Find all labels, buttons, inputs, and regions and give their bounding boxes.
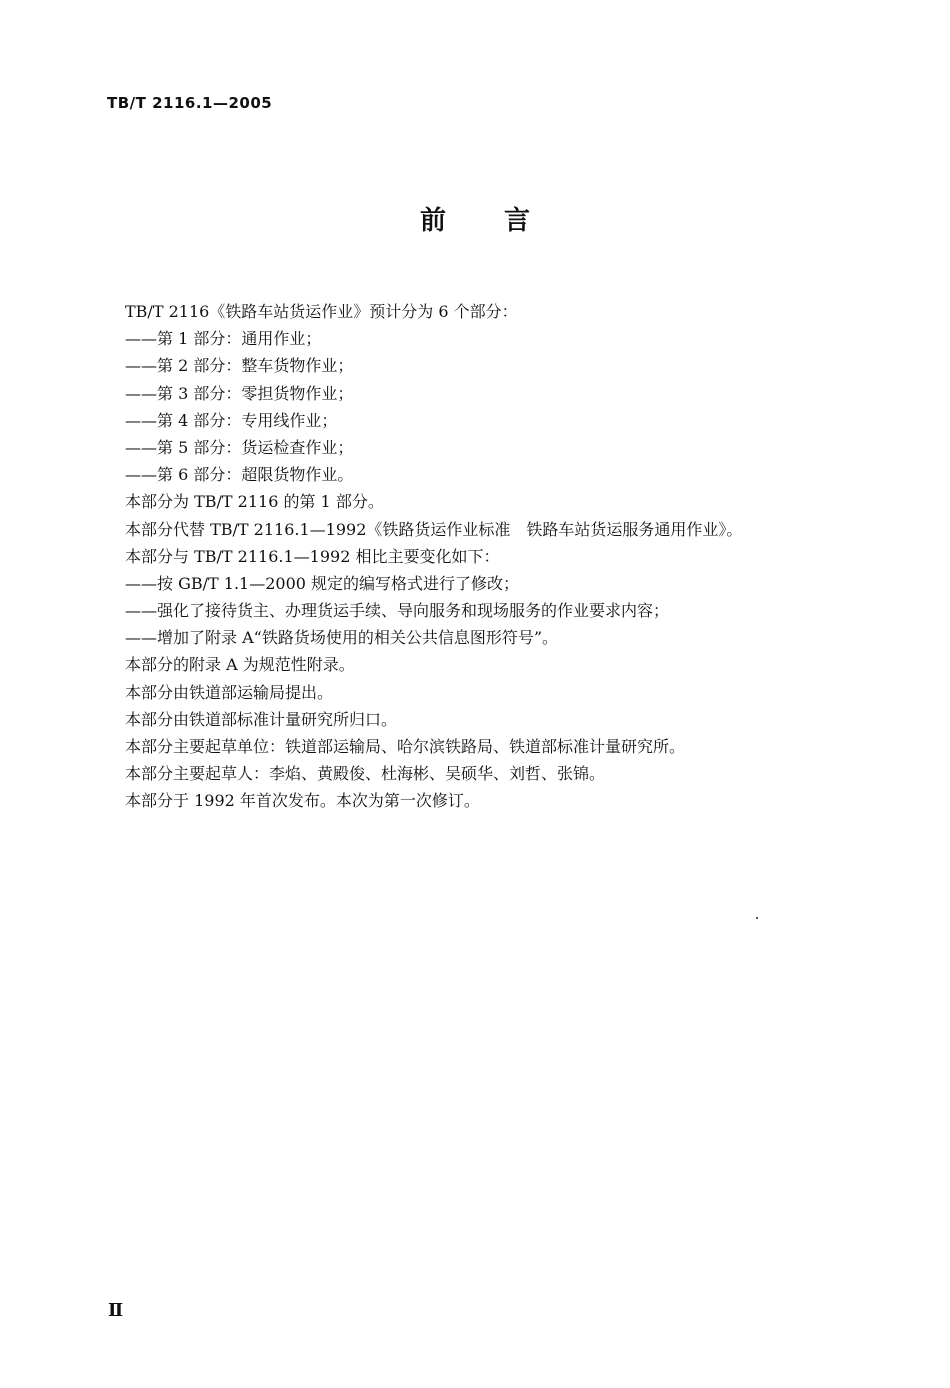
paragraph: 本部分代替 TB/T 2116.1—1992《铁路货运作业标准 铁路车站货运服务通用作业》。 xyxy=(125,519,743,539)
list-item: ——第 6 部分：超限货物作业。 xyxy=(125,465,354,485)
foreword-body xyxy=(125,298,825,815)
list-item: ——第 1 部分：通用作业； xyxy=(125,329,322,349)
list-item: ——强化了接待货主、办理货运手续、导向服务和现场服务的作业要求内容； xyxy=(125,601,670,621)
list-item: ——第 2 部分：整车货物作业； xyxy=(125,356,354,376)
paragraph: TB/T 2116《铁路车站货运作业》预计分为 6 个部分： xyxy=(125,302,518,321)
list-item: ——第 5 部分：货运检查作业； xyxy=(125,437,354,457)
standard-number-header: TB/T 2116.1—2005 xyxy=(107,94,273,112)
paragraph: 本部分为 TB/T 2116 的第 1 部分。 xyxy=(125,492,384,512)
paragraph: 本部分于 1992 年首次发布。本次为第一次修订。 xyxy=(125,791,480,811)
paragraph: 本部分主要起草单位：铁道部运输局、哈尔滨铁路局、铁道部标准计量研究所。 xyxy=(125,737,686,756)
page-title: 前言 xyxy=(419,206,588,236)
paragraph: 本部分与 TB/T 2116.1—1992 相比主要变化如下： xyxy=(125,546,500,566)
page-number: Ⅱ xyxy=(108,1300,124,1321)
list-item: ——增加了附录 A“铁路货场使用的相关公共信息图形符号”。 xyxy=(125,628,559,648)
list-item: ——按 GB/T 1.1—2000 规定的编写格式进行了修改； xyxy=(125,573,520,593)
paragraph: 本部分主要起草人：李焰、黄殿俊、杜海彬、吴硕华、刘哲、张锦。 xyxy=(125,764,606,784)
paragraph: 本部分由铁道部标准计量研究所归口。 xyxy=(125,709,398,729)
list-item: ——第 3 部分：零担货物作业； xyxy=(125,383,354,403)
paragraph: 本部分由铁道部运输局提出。 xyxy=(125,682,334,702)
scan-speck xyxy=(756,917,758,919)
paragraph: 本部分的附录 A 为规范性附录。 xyxy=(125,655,355,675)
list-item: ——第 4 部分：专用线作业； xyxy=(125,410,338,430)
